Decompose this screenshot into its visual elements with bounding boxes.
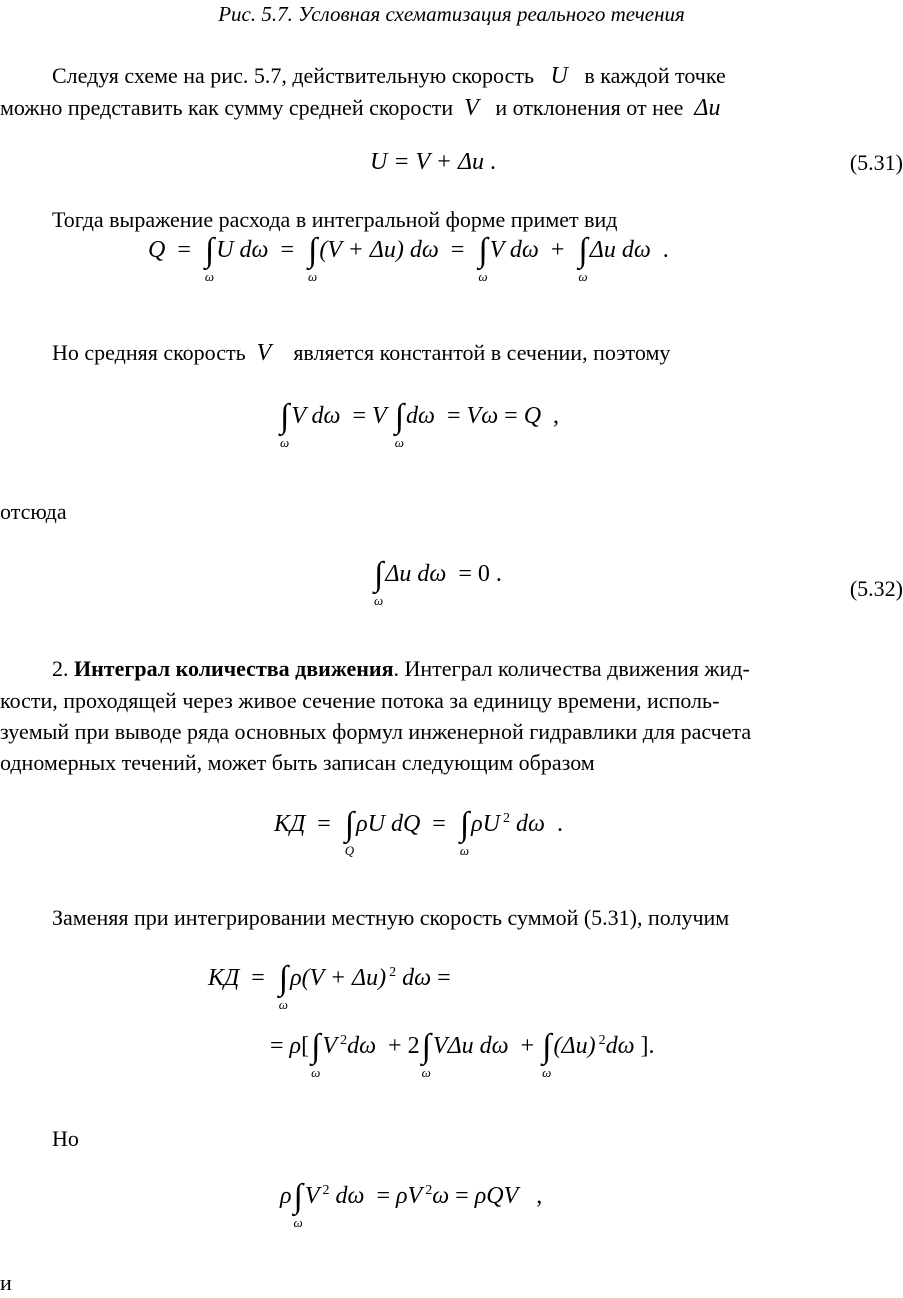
- equation-5-31: U = V + Δu .: [370, 149, 497, 175]
- integral-sign: ∫ ω: [578, 232, 588, 285]
- paragraph-4: отсюда: [0, 499, 67, 524]
- integral-sign: ∫ ω: [374, 556, 384, 609]
- paragraph-1-line-1: [52, 60, 903, 93]
- p1-line2-text: можно представить как сумму средней скорости: [0, 95, 454, 120]
- p1-text: Следуя схеме на рис. 5.7, действительную скорость: [52, 63, 535, 88]
- p3-tail: является константой в сечении, поэтому: [293, 340, 671, 365]
- equation-rho-v-squared: ρ∫ ω V $^2$ dω = ρV $^2$ω = ρQV ,: [280, 1178, 543, 1231]
- eq-5-31-body: U = V + Δu: [370, 149, 485, 175]
- paragraph-5-line-2: кости, проходящей через живое сечение потока за единицу времени, исполь-: [0, 688, 720, 713]
- integral-sign: ∫ ω: [542, 1028, 552, 1081]
- integral-sign: ∫ ω: [421, 1028, 431, 1081]
- paragraph-7: Но: [52, 1126, 79, 1151]
- equation-5-32: ∫ ω Δu dω = 0 .: [374, 556, 502, 609]
- p1-tail: в каждой точке: [584, 63, 726, 88]
- paragraph-5-line-1: [52, 654, 903, 684]
- equation-number-5-32: (5.32): [849, 576, 903, 601]
- integral-sign: ∫ ω: [278, 960, 289, 1013]
- integral-sign: ∫ ω: [459, 806, 470, 859]
- p3-var-v: V: [256, 340, 272, 366]
- equation-flow-rate: Q = ∫ ω U dω = ∫ ω (V + Δu) dω = ∫ ω V dω + ∫ ω Δu dω .: [148, 232, 669, 285]
- p3-text: Но средняя скорость: [52, 340, 246, 365]
- paragraph-3: [52, 337, 903, 370]
- eq-q-lhs: Q: [148, 237, 166, 263]
- integral-sign: ∫ ω: [311, 1028, 321, 1081]
- paragraph-1-line-2: [0, 92, 903, 125]
- equation-momentum-expanded-1: КД = ∫ ω ρ(V + Δu) $^2$ dω =: [208, 960, 451, 1013]
- paragraph-2: Тогда выражение расхода в интегральной форме примет вид: [52, 207, 618, 232]
- paragraph-8: и: [0, 1270, 12, 1295]
- section-heading-momentum-integral: Интеграл количества движения: [74, 656, 394, 681]
- p1-var-du: Δu: [694, 95, 721, 121]
- paragraph-5-line-4: одномерных течений, может быть записан следующим образом: [0, 750, 595, 775]
- integral-sign: ∫ ω: [280, 398, 290, 451]
- equation-number-5-31: (5.31): [849, 150, 903, 175]
- eq-kd-lhs: КД: [274, 811, 306, 837]
- equation-momentum-expanded-2: = ρ[∫ ω V $^2$dω + 2∫ ω VΔu dω + ∫ ω (Δu) $^2$dω ].: [270, 1028, 655, 1081]
- figure-caption: Рис. 5.7. Условная схематизация реального течения: [218, 2, 685, 26]
- equation-momentum: КД = ∫ Q ρU dQ = ∫ ω ρU $^2$ dω .: [274, 806, 563, 859]
- p5-num: 2.: [52, 656, 69, 681]
- integral-sign: ∫ Q: [344, 806, 355, 859]
- p5-line1-rest: . Интеграл количества движения жид-: [393, 656, 750, 681]
- p1-var-u: U: [550, 63, 568, 89]
- eq-kd-lhs-2: КД: [208, 965, 240, 991]
- equation-mean-velocity: ∫ ω V dω = V ∫ ω dω = Vω = Q ,: [280, 398, 560, 451]
- integral-sign: ∫ ω: [308, 232, 318, 285]
- integral-sign: ∫ ω: [478, 232, 488, 285]
- integral-sign: ∫ ω: [204, 232, 215, 285]
- p1-line2-mid: и отклонения от нее: [495, 95, 684, 120]
- integral-sign: ∫ ω: [394, 398, 405, 451]
- p1-var-v: V: [464, 95, 479, 121]
- paragraph-6: Заменяя при интегрировании местную скорость суммой (5.31), получим: [52, 905, 730, 930]
- integral-sign: ∫ ω: [293, 1178, 303, 1231]
- paragraph-5-line-3: зуемый при выводе ряда основных формул инженерной гидравлики для расчета: [0, 719, 752, 744]
